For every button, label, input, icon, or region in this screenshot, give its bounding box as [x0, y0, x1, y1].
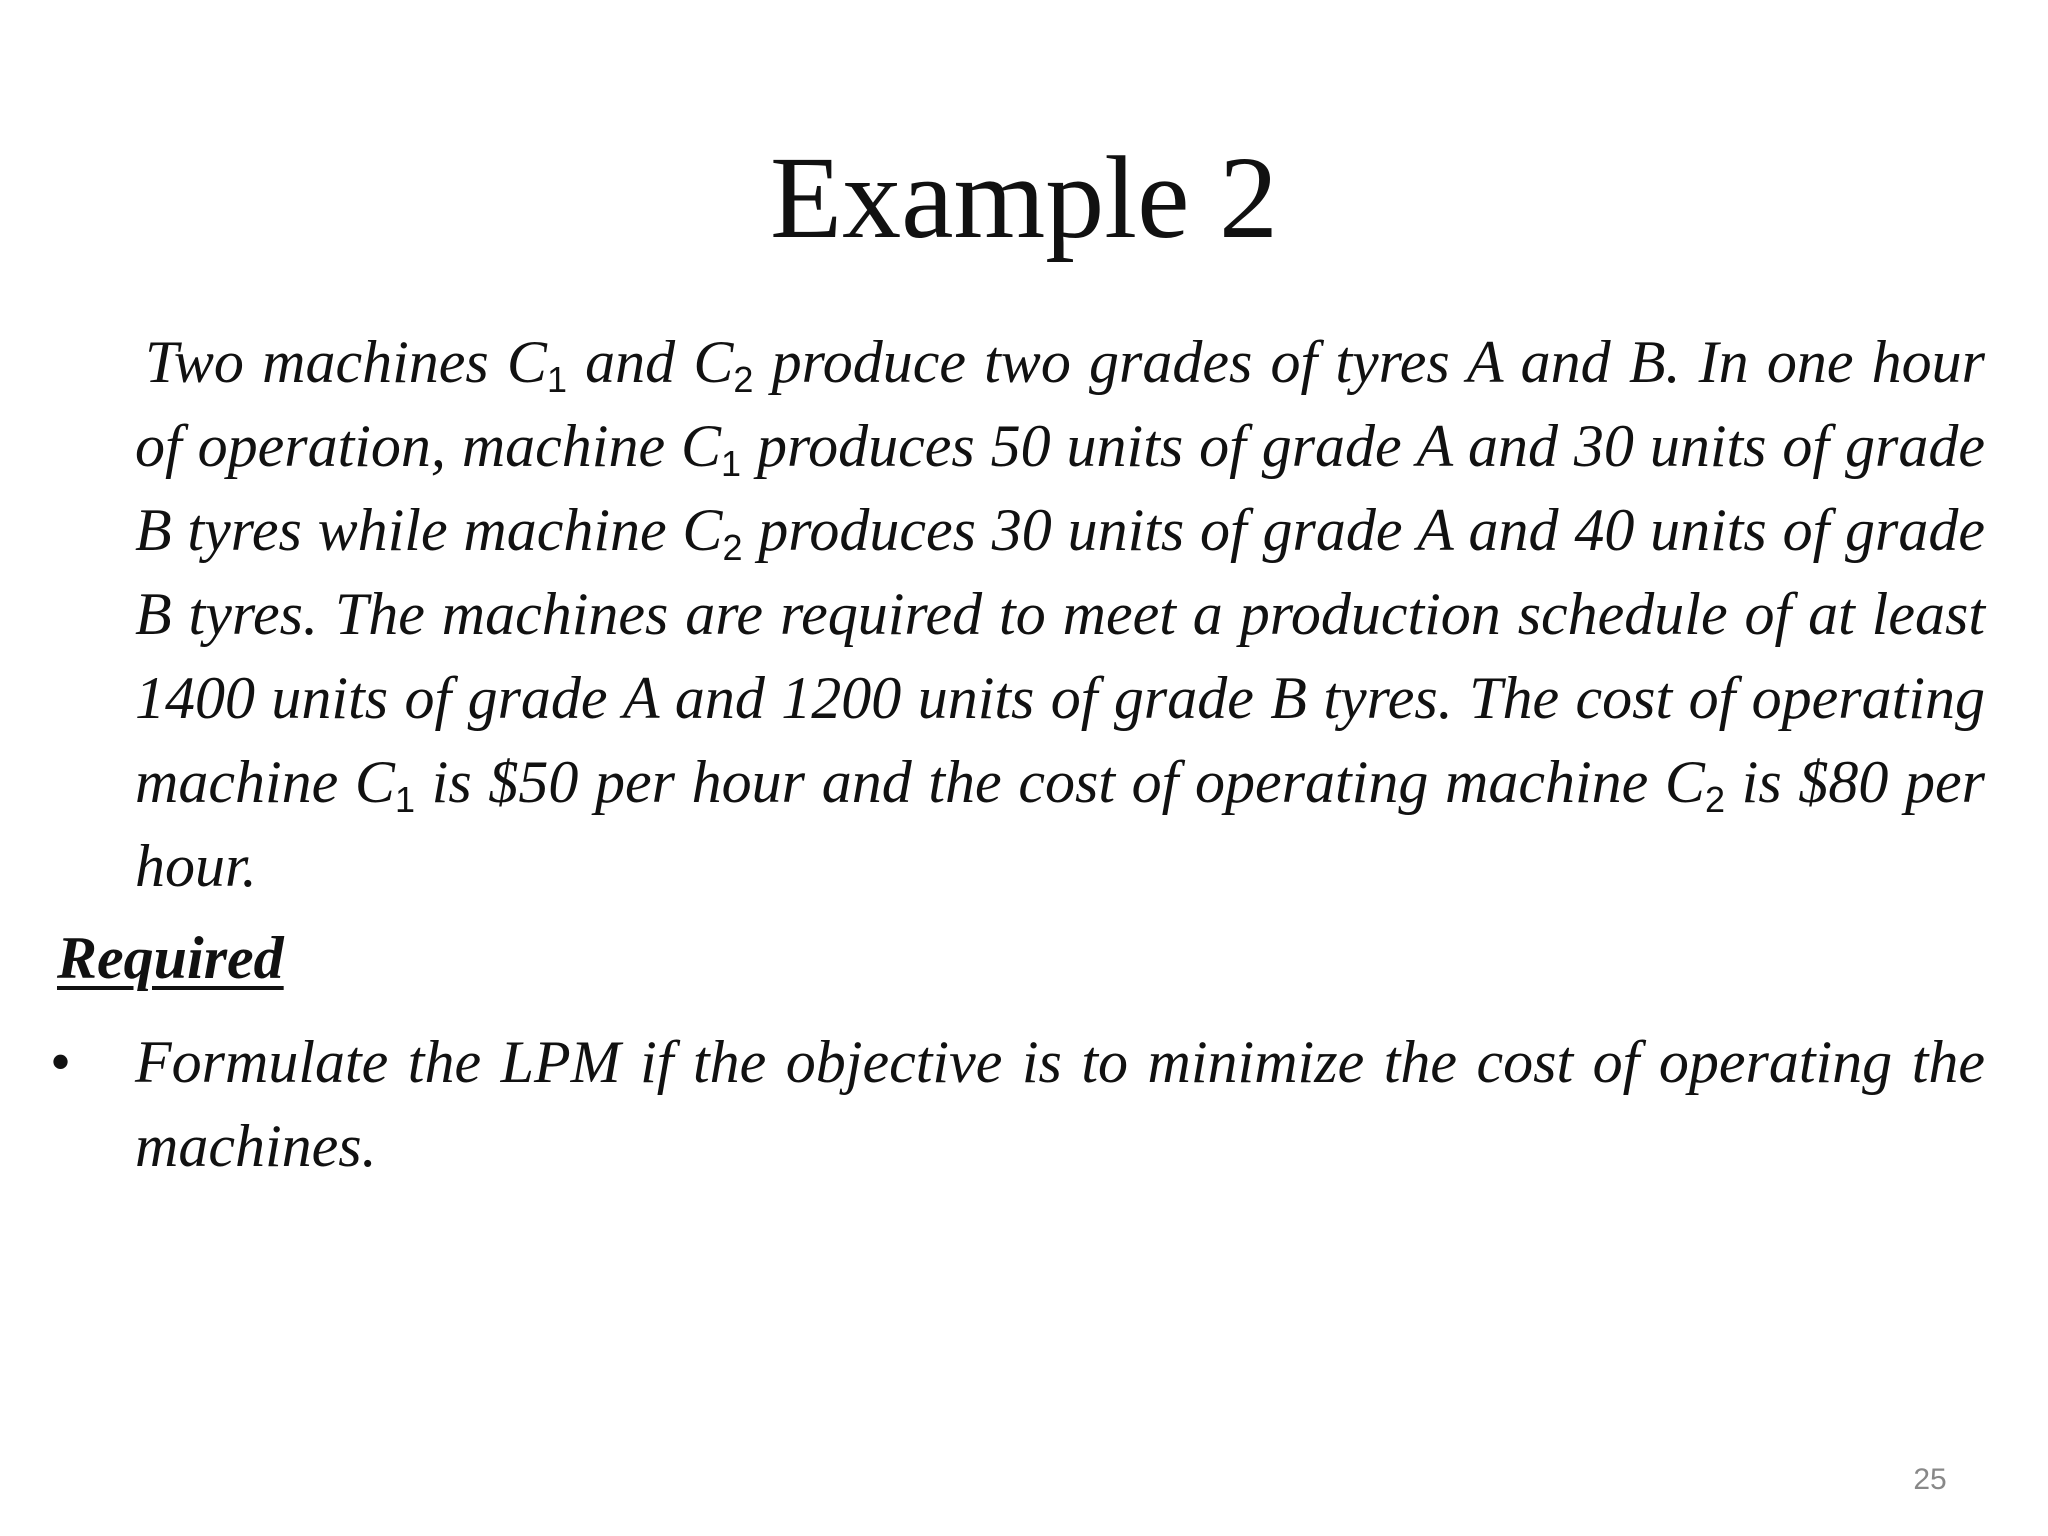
required-heading: Required [57, 925, 284, 991]
list-item-text: Formulate the LPM if the objective is to minimize the cost of operating the machines. [135, 1029, 1985, 1179]
subscript: 1 [721, 443, 742, 484]
list-item [0, 1020, 2048, 1188]
subscript: 2 [722, 527, 743, 568]
subscript: 2 [1704, 779, 1725, 820]
slide-title: Example 2 [770, 132, 1278, 263]
subscript: 2 [733, 359, 754, 400]
problem-text-segment: produce two grades of tyres A and B. In one hour of operation, machine C [135, 329, 1985, 479]
bullet-icon: • [50, 1029, 72, 1095]
subscript: 1 [546, 359, 567, 400]
problem-text-segment: and C [566, 329, 734, 395]
problem-text-segment: produces 50 units of grade A and 30 units of grade B tyres while machine C [135, 413, 1985, 563]
problem-text-segment: produces 30 units of grade A and 40 units of grade B tyres. The machines are required to meet a production schedule of at least 1400 units of grade A and 1200 units of grade B tyres. The cost of operating machine C [135, 497, 1986, 815]
problem-text-segment: is $50 per hour and the cost of operating machine C [414, 749, 1705, 815]
page-number: 25 [1913, 1463, 1947, 1496]
problem-text-segment: Two machines C [145, 329, 547, 395]
problem-statement [135, 320, 1985, 908]
subscript: 1 [394, 779, 415, 820]
problem-text-segment: is $80 per hour. [135, 749, 1985, 899]
requirements-list [0, 1020, 2048, 1188]
